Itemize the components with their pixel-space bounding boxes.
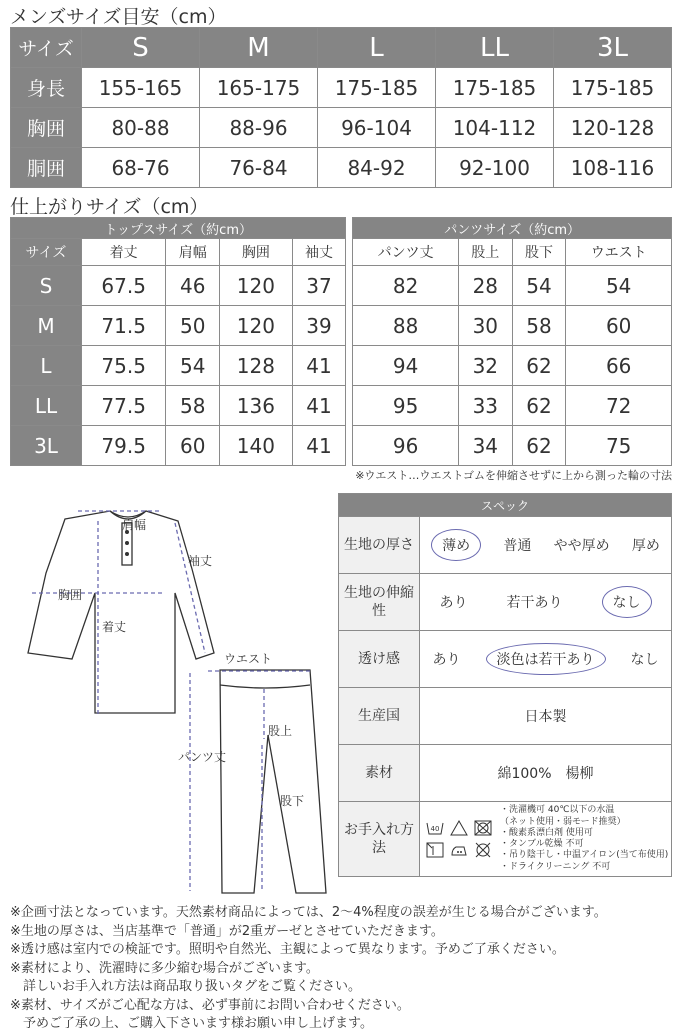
row-size: 3L	[11, 426, 82, 466]
sheer-option: あり	[432, 652, 461, 668]
wash-40-icon	[426, 819, 444, 837]
table-cell: 108-116	[554, 148, 672, 188]
table-cell: 72	[566, 386, 672, 426]
column-gap	[346, 218, 353, 466]
waist-note: ※ウエスト…ウエストゴムを伸縮させずに上から測った輪の寸法	[355, 469, 672, 482]
spec-label-origin: 生産国	[339, 688, 420, 745]
table-cell: 140	[220, 426, 293, 466]
label-length: 着丈	[102, 620, 127, 634]
table-row	[11, 108, 672, 148]
note-line: 詳しいお手入れ方法は商品取り扱いタグをご覧ください。	[10, 979, 362, 994]
table-cell: 54	[566, 266, 672, 306]
stretch-option: 若干あり	[506, 595, 563, 611]
col-header: 肩幅	[166, 239, 220, 266]
table-row	[11, 306, 672, 346]
size-col-3l: 3L	[554, 28, 672, 68]
table-row	[11, 426, 672, 466]
finished-size-title: 仕上がりサイズ（cm）	[10, 196, 209, 218]
note-line: 予めご了承の上、ご購入下さいます様お願い申し上げます。	[10, 1016, 373, 1031]
care-line: ・洗濯機可 40℃以下の水温	[500, 805, 615, 816]
table-cell: 120	[220, 266, 293, 306]
thickness-option-selected: 薄め	[431, 529, 481, 561]
table-cell: 96	[353, 426, 459, 466]
finished-size-table	[10, 217, 672, 466]
line-dry-shade-icon	[426, 841, 444, 859]
col-header: ウエスト	[566, 239, 672, 266]
care-line: （ネット使用・弱モード推奨）	[500, 816, 626, 827]
table-cell: 60	[566, 306, 672, 346]
note-line: ※生地の厚さは、当店基準で「普通」が2重ガーゼとさせていただきます。	[10, 923, 444, 939]
table-cell: 175-185	[318, 68, 436, 108]
table-cell: 62	[512, 386, 566, 426]
care-line: ・吊り陰干し・中温アイロン(当て布使用)	[500, 850, 669, 861]
size-header: サイズ	[11, 28, 82, 68]
col-header: 胸囲	[220, 239, 293, 266]
size-col-l: L	[318, 28, 436, 68]
wash-temp-label: 40	[430, 825, 440, 833]
row-label: 胸囲	[11, 108, 82, 148]
stretch-option: あり	[439, 595, 468, 611]
table-cell: 94	[353, 346, 459, 386]
spec-label-sheer: 透け感	[339, 631, 420, 688]
spec-label-stretch: 生地の伸縮性	[339, 574, 420, 631]
table-cell: 120	[220, 306, 293, 346]
table-cell: 39	[292, 306, 346, 346]
table-cell: 128	[220, 346, 293, 386]
table-cell: 76-84	[200, 148, 318, 188]
tops-group-header: トップスサイズ（約cm）	[11, 218, 346, 239]
label-inseam: 股下	[280, 794, 305, 808]
sheer-options	[420, 643, 671, 675]
iron-icon	[450, 841, 468, 859]
row-size: M	[11, 306, 82, 346]
table-cell: 46	[166, 266, 220, 306]
table-cell: 32	[458, 346, 512, 386]
thickness-option: やや厚め	[553, 538, 610, 554]
note-line: ※素材、サイズがご心配な方は、必ず事前にお問い合わせください。	[10, 997, 410, 1013]
table-cell: 88-96	[200, 108, 318, 148]
table-cell: 82	[353, 266, 459, 306]
table-cell: 155-165	[82, 68, 200, 108]
care-line: ・タンブル乾燥 不可	[500, 839, 584, 849]
thickness-options	[420, 529, 671, 561]
table-cell: 67.5	[82, 266, 166, 306]
mens-size-table	[10, 27, 672, 188]
row-label: 身長	[11, 68, 82, 108]
row-label: 胴囲	[11, 148, 82, 188]
care-line: ・酸素系漂白剤 使用可	[500, 827, 593, 838]
table-cell: 75	[566, 426, 672, 466]
size-col-m: M	[200, 28, 318, 68]
col-header: 股下	[512, 239, 566, 266]
care-line: ・ドライクリーニング 不可	[500, 861, 611, 872]
table-row	[11, 148, 672, 188]
label-pants-length: パンツ丈	[178, 750, 227, 764]
stretch-options	[420, 586, 671, 618]
table-cell: 41	[292, 346, 346, 386]
col-header: 袖丈	[292, 239, 346, 266]
table-cell: 79.5	[82, 426, 166, 466]
pants-group-header: パンツサイズ（約cm）	[353, 218, 672, 239]
table-row	[11, 386, 672, 426]
spec-material: 綿100% 楊柳	[420, 745, 672, 802]
row-size: S	[11, 266, 82, 306]
table-cell: 30	[458, 306, 512, 346]
spec-label-care: お手入れ方法	[339, 802, 420, 877]
table-cell: 60	[166, 426, 220, 466]
no-dry-clean-icon	[474, 841, 492, 859]
table-cell: 88	[353, 306, 459, 346]
bleach-icon	[450, 819, 468, 837]
table-cell: 75.5	[82, 346, 166, 386]
table-cell: 84-92	[318, 148, 436, 188]
care-section	[420, 805, 671, 873]
col-header: 股上	[458, 239, 512, 266]
table-cell: 95	[353, 386, 459, 426]
spec-title: スペック	[339, 494, 672, 517]
table-cell: 28	[458, 266, 512, 306]
spec-origin: 日本製	[420, 688, 672, 745]
table-cell: 120-128	[554, 108, 672, 148]
table-cell: 175-185	[554, 68, 672, 108]
mens-size-title: メンズサイズ目安（cm）	[10, 6, 227, 28]
table-cell: 77.5	[82, 386, 166, 426]
note-line: ※素材により、洗濯時に多少縮む場合がございます。	[10, 960, 319, 976]
table-cell: 68-76	[82, 148, 200, 188]
table-row	[11, 266, 672, 306]
size-col-ll: LL	[436, 28, 554, 68]
table-row	[11, 346, 672, 386]
table-cell: 136	[220, 386, 293, 426]
pants-outline	[220, 670, 326, 893]
table-cell: 165-175	[200, 68, 318, 108]
thickness-option: 普通	[503, 538, 532, 554]
stretch-option-selected: なし	[602, 586, 652, 618]
shirt-button	[125, 541, 129, 545]
table-cell: 71.5	[82, 306, 166, 346]
row-size: L	[11, 346, 82, 386]
table-cell: 34	[458, 426, 512, 466]
shirt-outline	[28, 511, 214, 713]
label-chest: 胸囲	[58, 588, 83, 602]
table-row	[11, 68, 672, 108]
table-cell: 66	[566, 346, 672, 386]
table-cell: 80-88	[82, 108, 200, 148]
sheer-option: なし	[630, 652, 659, 668]
label-waist: ウエスト	[224, 652, 273, 666]
no-tumble-dry-icon	[474, 819, 492, 837]
label-sleeve: 袖丈	[188, 554, 213, 568]
garment-diagram	[10, 493, 330, 903]
table-cell: 58	[166, 386, 220, 426]
col-header: パンツ丈	[353, 239, 459, 266]
size-col-header: サイズ	[11, 239, 82, 266]
spec-table	[338, 493, 672, 877]
thickness-option: 厚め	[631, 538, 660, 554]
label-shoulder: 肩幅	[122, 518, 147, 532]
sleeve-measure	[175, 523, 205, 653]
table-cell: 92-100	[436, 148, 554, 188]
table-cell: 41	[292, 426, 346, 466]
table-cell: 41	[292, 386, 346, 426]
shirt-button	[125, 552, 129, 556]
col-header: 着丈	[82, 239, 166, 266]
size-col-s: S	[82, 28, 200, 68]
note-line: ※透け感は室内での検証です。照明や自然光、主観によって異なります。予めご了承ください。	[10, 942, 565, 957]
table-cell: 54	[512, 266, 566, 306]
table-cell: 54	[166, 346, 220, 386]
table-cell: 62	[512, 426, 566, 466]
row-size: LL	[11, 386, 82, 426]
sheer-option-selected: 淡色は若干あり	[486, 643, 606, 675]
table-cell: 33	[458, 386, 512, 426]
care-instructions	[500, 805, 668, 873]
table-cell: 50	[166, 306, 220, 346]
table-cell: 37	[292, 266, 346, 306]
table-cell: 175-185	[436, 68, 554, 108]
spec-label-material: 素材	[339, 745, 420, 802]
table-cell: 58	[512, 306, 566, 346]
spec-label-thickness: 生地の厚さ	[339, 517, 420, 574]
footer-notes	[10, 904, 607, 1034]
table-cell: 62	[512, 346, 566, 386]
care-icons	[426, 819, 494, 859]
table-cell: 96-104	[318, 108, 436, 148]
pants-waistband	[220, 685, 310, 688]
table-cell: 104-112	[436, 108, 554, 148]
label-rise: 股上	[268, 724, 293, 738]
note-line: ※企画寸法となっています。天然素材商品によっては、2～4%程度の誤差が生じる場合がございます。	[10, 905, 607, 920]
